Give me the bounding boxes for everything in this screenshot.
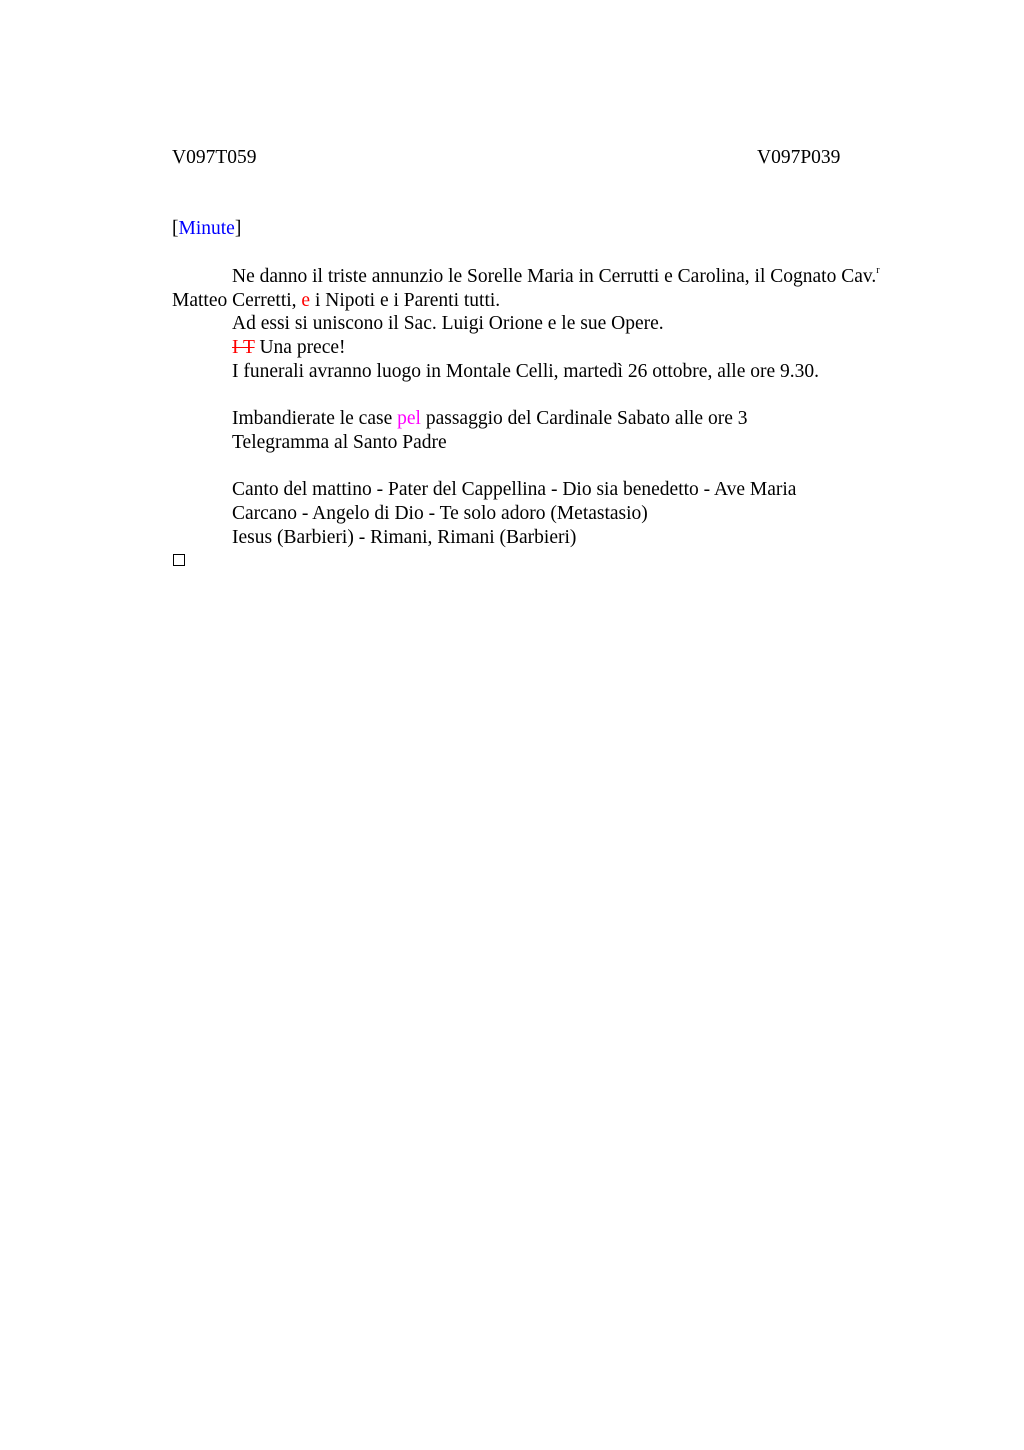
announcement-line-2 <box>172 289 932 313</box>
document-body <box>172 265 932 549</box>
prayer-text: Una prece! <box>254 337 346 359</box>
document-code-right: V097P039 <box>757 147 841 168</box>
flags-text-part2: passaggio del Cardinale Sabato alle ore 3 <box>420 408 748 430</box>
end-marker-box-icon <box>173 554 185 566</box>
song-line: Canto del mattino - Pater del Cappellina - Dio sia benedetto - Ave Maria <box>232 479 797 501</box>
deleted-text: I T <box>232 337 255 359</box>
section-heading <box>172 217 241 241</box>
announcement-text: Ne danno il triste annunzio le Sorelle Maria in Cerrutti e Carolina, il Cognato Cav. <box>232 266 877 287</box>
section-label: Minute <box>178 218 235 239</box>
inserted-correction: e <box>301 289 311 311</box>
prayer-line <box>172 336 932 360</box>
superscript-r: r <box>876 265 880 276</box>
section-close-bracket: ] <box>234 218 242 239</box>
song-line: Carcano - Angelo di Dio - Te solo adoro (Metastasio) <box>232 502 648 524</box>
flags-text-part1: Imbandierate le case <box>232 408 398 430</box>
announcement-text-part2: i Nipoti e i Parenti tutti. <box>310 289 501 311</box>
telegram-line: Telegramma al Santo Padre <box>232 431 447 453</box>
funeral-line: I funerali avranno luogo in Montale Celli, martedì 26 ottobre, alle ore 9.30. <box>232 360 819 382</box>
highlighted-word: pel <box>397 408 421 430</box>
blank-line <box>172 455 932 479</box>
participation-line: Ad essi si uniscono il Sac. Luigi Orione e le sue Opere. <box>232 313 664 335</box>
announcement-line-1 <box>172 265 932 289</box>
song-line: Iesus (Barbieri) - Rimani, Rimani (Barbieri) <box>232 526 577 548</box>
document-code-left: V097T059 <box>172 147 257 168</box>
section-open-bracket: [ <box>172 218 179 239</box>
announcement-text-part1: Matteo Cerretti, <box>172 289 302 311</box>
flags-line <box>172 407 932 431</box>
blank-line <box>172 383 932 407</box>
